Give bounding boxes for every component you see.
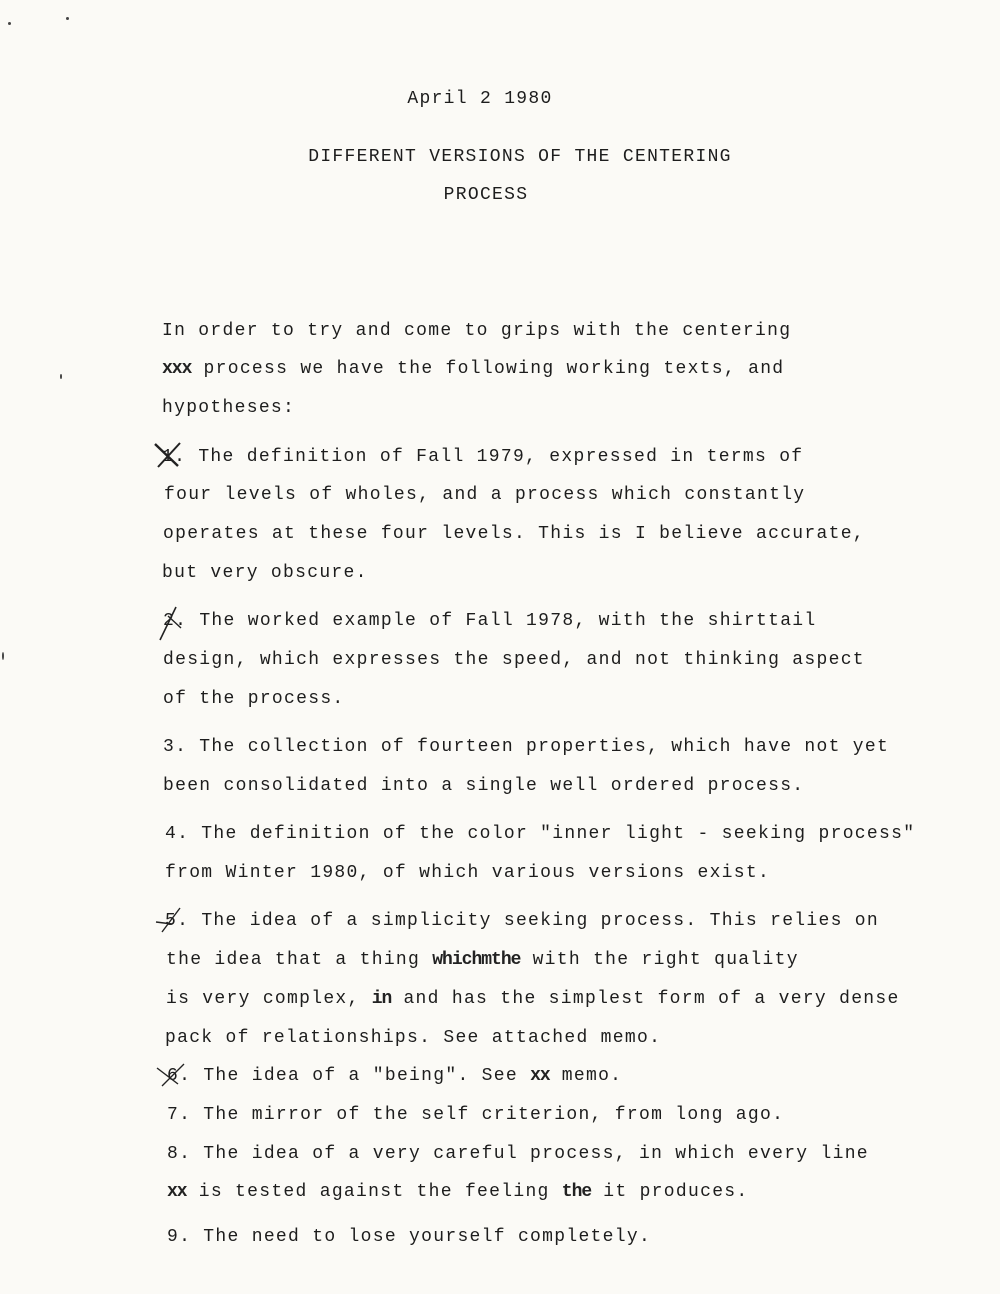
item-8-line-2: xx is tested against the feeling the it produces. (167, 1182, 749, 1202)
memo-title-line-1: DIFFERENT VERSIONS OF THE CENTERING (308, 147, 732, 167)
paper-speck (2, 652, 4, 660)
item-3-line-2: been consolidated into a single well ordered process. (163, 776, 805, 796)
item-1-line-1: 1. The definition of Fall 1979, expressed in terms of (162, 447, 804, 467)
item-number: 2 (163, 611, 176, 631)
struck-out-text: in (371, 989, 392, 1009)
item-2-line-3: of the process. (163, 689, 345, 709)
memo-title-line-2: PROCESS (443, 185, 529, 205)
item-4-line-1: 4. The definition of the color "inner light - seeking process" (165, 824, 916, 844)
paper-speck (66, 17, 69, 20)
paper-speck (60, 374, 62, 379)
intro-line-3: hypotheses: (162, 398, 296, 418)
struck-out-text: xx (530, 1066, 550, 1086)
item-number: 5 (165, 911, 178, 931)
memo-date: April 2 1980 (407, 89, 553, 109)
struck-out-text: xx (167, 1182, 187, 1202)
item-6-line-1: 6. The idea of a "being". See xx memo. (167, 1066, 623, 1086)
item-5-line-4: pack of relationships. See attached memo. (165, 1028, 662, 1048)
item-2-line-1: 2. The worked example of Fall 1978, with the shirttail (163, 611, 817, 631)
item-7-line-1: 7. The mirror of the self criterion, from long ago. (167, 1105, 785, 1125)
intro-line-2: xxx process we have the following working texts, and (162, 359, 785, 379)
item-number: 1 (162, 447, 175, 467)
item-9-line-1: 9. The need to lose yourself completely. (167, 1227, 652, 1247)
item-2-line-2: design, which expresses the speed, and not thinking aspect (163, 650, 865, 670)
item-1-line-3: operates at these four levels. This is I believe accurate, (163, 524, 865, 544)
item-number: 6 (167, 1066, 180, 1086)
struck-out-text: the (561, 1182, 592, 1202)
item-8-line-1: 8. The idea of a very careful process, in which every line (167, 1144, 869, 1164)
item-1-line-2: four levels of wholes, and a process which constantly (164, 485, 806, 505)
item-5-line-1: 5. The idea of a simplicity seeking process. This relies on (165, 911, 880, 931)
item-5-line-2: the idea that a thing whichmthe with the right quality (166, 950, 799, 970)
item-3-line-1: 3. The collection of fourteen properties, which have not yet (163, 737, 890, 757)
struck-out-text: whichmthe (432, 950, 521, 970)
paper-speck (8, 22, 11, 25)
intro-line-1: In order to try and come to grips with the centering (162, 321, 792, 341)
struck-out-text: xxx (162, 359, 192, 379)
item-1-line-4: but very obscure. (162, 563, 368, 583)
item-4-line-2: from Winter 1980, of which various versions exist. (165, 863, 771, 883)
item-5-line-3: is very complex, in and has the simplest form of a very dense (166, 989, 900, 1009)
